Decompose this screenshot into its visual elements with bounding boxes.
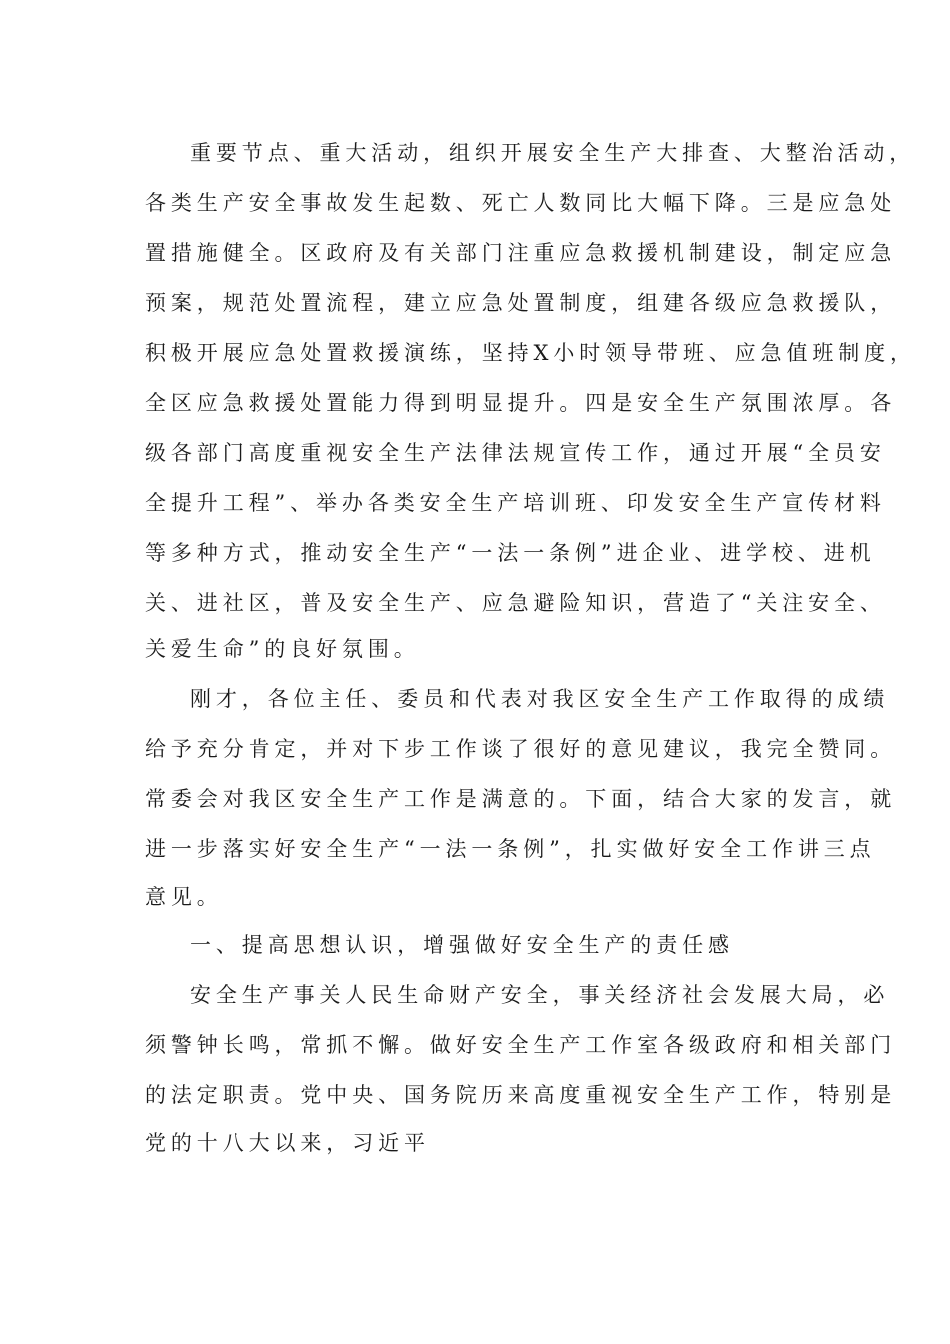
text-line: 关爱生命”的良好氛围。 [145, 637, 420, 661]
text-line: 关、进社区，普及安全生产、应急避险知识，营造了“关注安全、 [145, 591, 886, 615]
text-line: 全提升工程”、举办各类安全生产培训班、印发安全生产宣传材料 [145, 491, 886, 515]
text-line: 安全生产事关人民生命财产安全，事关经济社会发展大局，必 [190, 983, 890, 1007]
text-line: 重要节点、重大活动，组织开展安全生产大排查、大整治活动， [190, 141, 916, 165]
text-line: 进一步落实好安全生产“一法一条例”，扎实做好安全工作讲三点 [145, 837, 876, 861]
text-line: 预案，规范处置流程，建立应急处置制度，组建各级应急救援队， [145, 291, 897, 315]
text-line: 意见。 [145, 885, 223, 909]
text-line: 的法定职责。党中央、国务院历来高度重视安全生产工作，特别是 [145, 1083, 897, 1107]
text-line: 积极开展应急处置救援演练，坚持X小时领导带班、应急值班制度， [145, 341, 916, 365]
text-line: 须警钟长鸣，常抓不懈。做好安全生产工作室各级政府和相关部门 [145, 1033, 897, 1057]
text-line: 刚才，各位主任、委员和代表对我区安全生产工作取得的成绩 [190, 687, 890, 711]
text-line: 党的十八大以来，习近平 [145, 1131, 430, 1155]
text-line: 置措施健全。区政府及有关部门注重应急救援机制建设，制定应急 [145, 241, 897, 265]
text-line: 等多种方式，推动安全生产“一法一条例”进企业、进学校、进机 [145, 541, 876, 565]
text-line: 各类生产安全事故发生起数、死亡人数同比大幅下降。三是应急处 [145, 191, 897, 215]
text-line: 级各部门高度重视安全生产法律法规宣传工作，通过开展“全员安 [145, 441, 886, 465]
text-line: 全区应急救援处置能力得到明显提升。四是安全生产氛围浓厚。各 [145, 391, 897, 415]
section-heading: 一、提高思想认识，增强做好安全生产的责任感 [190, 933, 734, 957]
text-line: 给予充分肯定，并对下步工作谈了很好的意见建议，我完全赞同。 [145, 737, 897, 761]
text-line: 常委会对我区安全生产工作是满意的。下面，结合大家的发言，就 [145, 787, 897, 811]
